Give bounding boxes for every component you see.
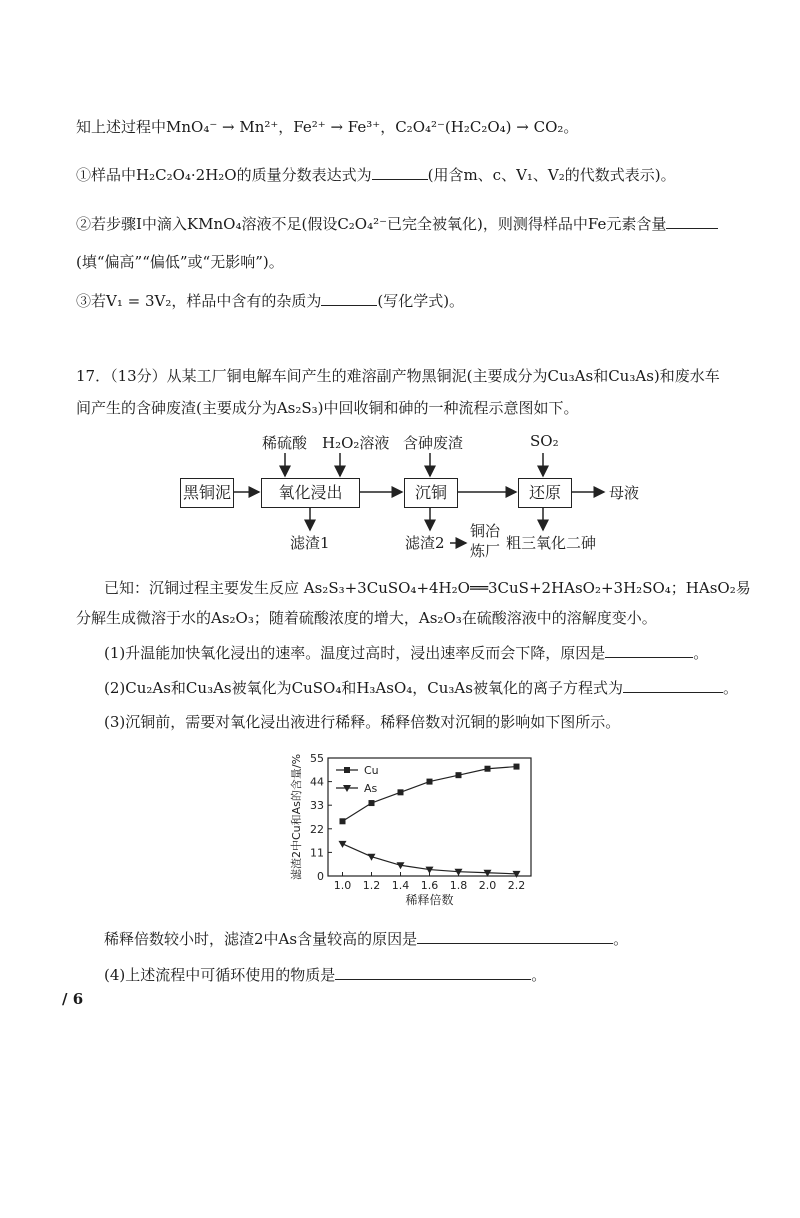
question-1 [76, 164, 676, 185]
subquestion-2 [104, 677, 738, 698]
data-point-as [339, 841, 347, 848]
output-mother-liquor: 母液 [609, 484, 640, 502]
y-tick-label: 55 [310, 752, 324, 765]
output-residue-2: 滤渣2 [405, 534, 445, 552]
legend-label-cu: Cu [364, 764, 379, 777]
subquestion-2-text: (2)Cu₂As和Cu₃As被氧化为CuSO₄和H₃AsO₄，Cu₃As被氧化的离子方程式为 [104, 679, 623, 697]
legend-marker-cu [344, 767, 350, 773]
y-tick-label: 11 [310, 846, 324, 860]
question-1-text: ①样品中H₂C₂O₄·2H₂O的质量分数表达式为 [76, 166, 372, 184]
legend-label-as: As [364, 782, 378, 795]
page-number: / 6 [62, 990, 84, 1008]
subquestion-1 [104, 642, 708, 663]
answer-blank[interactable] [666, 214, 718, 229]
subquestion-3: (3)沉铜前，需要对氧化浸出液进行稀释。稀释倍数对沉铜的影响如下图所示。 [104, 713, 621, 731]
data-point-cu [427, 779, 433, 785]
mno4-reaction-line: 知上述过程中MnO₄⁻ → Mn²⁺，Fe²⁺ → Fe³⁺，C₂O₄²⁻(H₂C₂O₄) → CO₂。 [76, 118, 579, 136]
known-line1: 已知：沉铜过程主要发生反应 As₂S₃+3CuSO₄+4H₂O══3CuS+2HAsO₂+3H₂SO₄；HAsO₂易 [104, 579, 751, 597]
flow-box-oxidative-leach: 氧化浸出 [261, 478, 360, 508]
subquestion-4-end: 。 [531, 966, 547, 984]
x-tick-label: 1.8 [449, 879, 468, 892]
x-tick-label: 1.2 [362, 879, 381, 892]
data-point-cu [340, 818, 346, 824]
y-tick-label: 0 [317, 870, 324, 883]
answer-blank[interactable] [623, 678, 723, 693]
x-tick-label: 1.6 [420, 879, 439, 892]
question-3-hint: (写化学式)。 [377, 292, 465, 310]
answer-blank[interactable] [417, 929, 613, 944]
answer-blank[interactable] [335, 965, 531, 980]
y-tick-label: 33 [310, 799, 324, 813]
question-2 [76, 213, 718, 234]
output-smelter-line2: 炼厂 [470, 542, 501, 560]
known-line2: 分解生成微溶于水的As₂O₃；随着硫酸浓度的增大，As₂O₃在硫酸溶液中的溶解度变小。 [76, 609, 657, 627]
question-3 [76, 290, 464, 311]
x-axis-label: 稀释倍数 [405, 893, 454, 907]
plot-frame [328, 758, 531, 876]
subquestion-1-text: (1)升温能加快氧化浸出的速率。温度过高时，浸出速率反而会下降，原因是 [104, 644, 606, 662]
input-dilute-h2so4: 稀硫酸 [262, 434, 308, 452]
data-point-cu [456, 772, 462, 778]
answer-blank[interactable] [372, 165, 428, 180]
flow-box-black-copper: 黑铜泥 [180, 478, 234, 508]
output-smelter-line1: 铜冶 [470, 522, 501, 540]
subquestion-3b-end: 。 [613, 930, 629, 948]
subquestion-2-end: 。 [722, 679, 738, 697]
data-point-cu [485, 766, 491, 772]
data-point-cu [514, 764, 520, 770]
y-tick-label: 22 [310, 822, 324, 836]
x-tick-label: 1.4 [391, 879, 410, 892]
output-residue-1: 滤渣1 [290, 534, 330, 552]
question-1-hint: (用含m、c、V₁、V₂的代数式表示)。 [427, 166, 676, 184]
x-tick-label: 1.0 [333, 879, 352, 892]
subquestion-4 [104, 964, 546, 985]
subquestion-1-end: 。 [693, 644, 709, 662]
question-2-hint: (填“偏高”“偏低”或“无影响”)。 [76, 253, 284, 271]
answer-blank[interactable] [321, 291, 377, 306]
flow-box-copper-precip: 沉铜 [404, 478, 458, 508]
flow-box-reduction: 还原 [518, 478, 572, 508]
question-3-text: ③若V₁ = 3V₂，样品中含有的杂质为 [76, 292, 322, 310]
x-tick-label: 2.2 [507, 879, 526, 892]
subquestion-3b-text: 稀释倍数较小时，滤渣2中As含量较高的原因是 [104, 930, 418, 948]
input-so2: SO₂ [530, 432, 559, 450]
question-2-text: ②若步骤I中滴入KMnO₄溶液不足(假设C₂O₄²⁻已完全被氧化)，则测得样品中Fe元素含量 [76, 215, 667, 233]
q17-intro-line2: 间产生的含砷废渣(主要成分为As₂S₃)中回收铜和砷的一种流程示意图如下。 [76, 399, 579, 417]
output-crude-as2o3: 粗三氧化二砷 [506, 534, 597, 552]
x-tick-label: 2.0 [478, 879, 497, 892]
y-axis-label: 滤渣2中Cu和As的含量/% [290, 753, 303, 881]
q17-intro-line1: 17．（13分）从某工厂铜电解车间产生的难溶副产物黑铜泥(主要成分为Cu₃As和Cu₃As)和废水车 [76, 367, 720, 385]
subquestion-4-text: (4)上述流程中可循环使用的物质是 [104, 966, 336, 984]
subquestion-3b [104, 928, 628, 949]
answer-blank[interactable] [605, 643, 693, 658]
input-h2o2: H₂O₂溶液 [322, 434, 390, 452]
input-arsenic-slag: 含砷废渣 [403, 434, 464, 452]
dilution-chart [286, 748, 546, 908]
y-tick-label: 44 [310, 775, 324, 789]
data-point-cu [369, 800, 375, 806]
data-point-as [513, 871, 521, 878]
data-point-cu [398, 789, 404, 795]
